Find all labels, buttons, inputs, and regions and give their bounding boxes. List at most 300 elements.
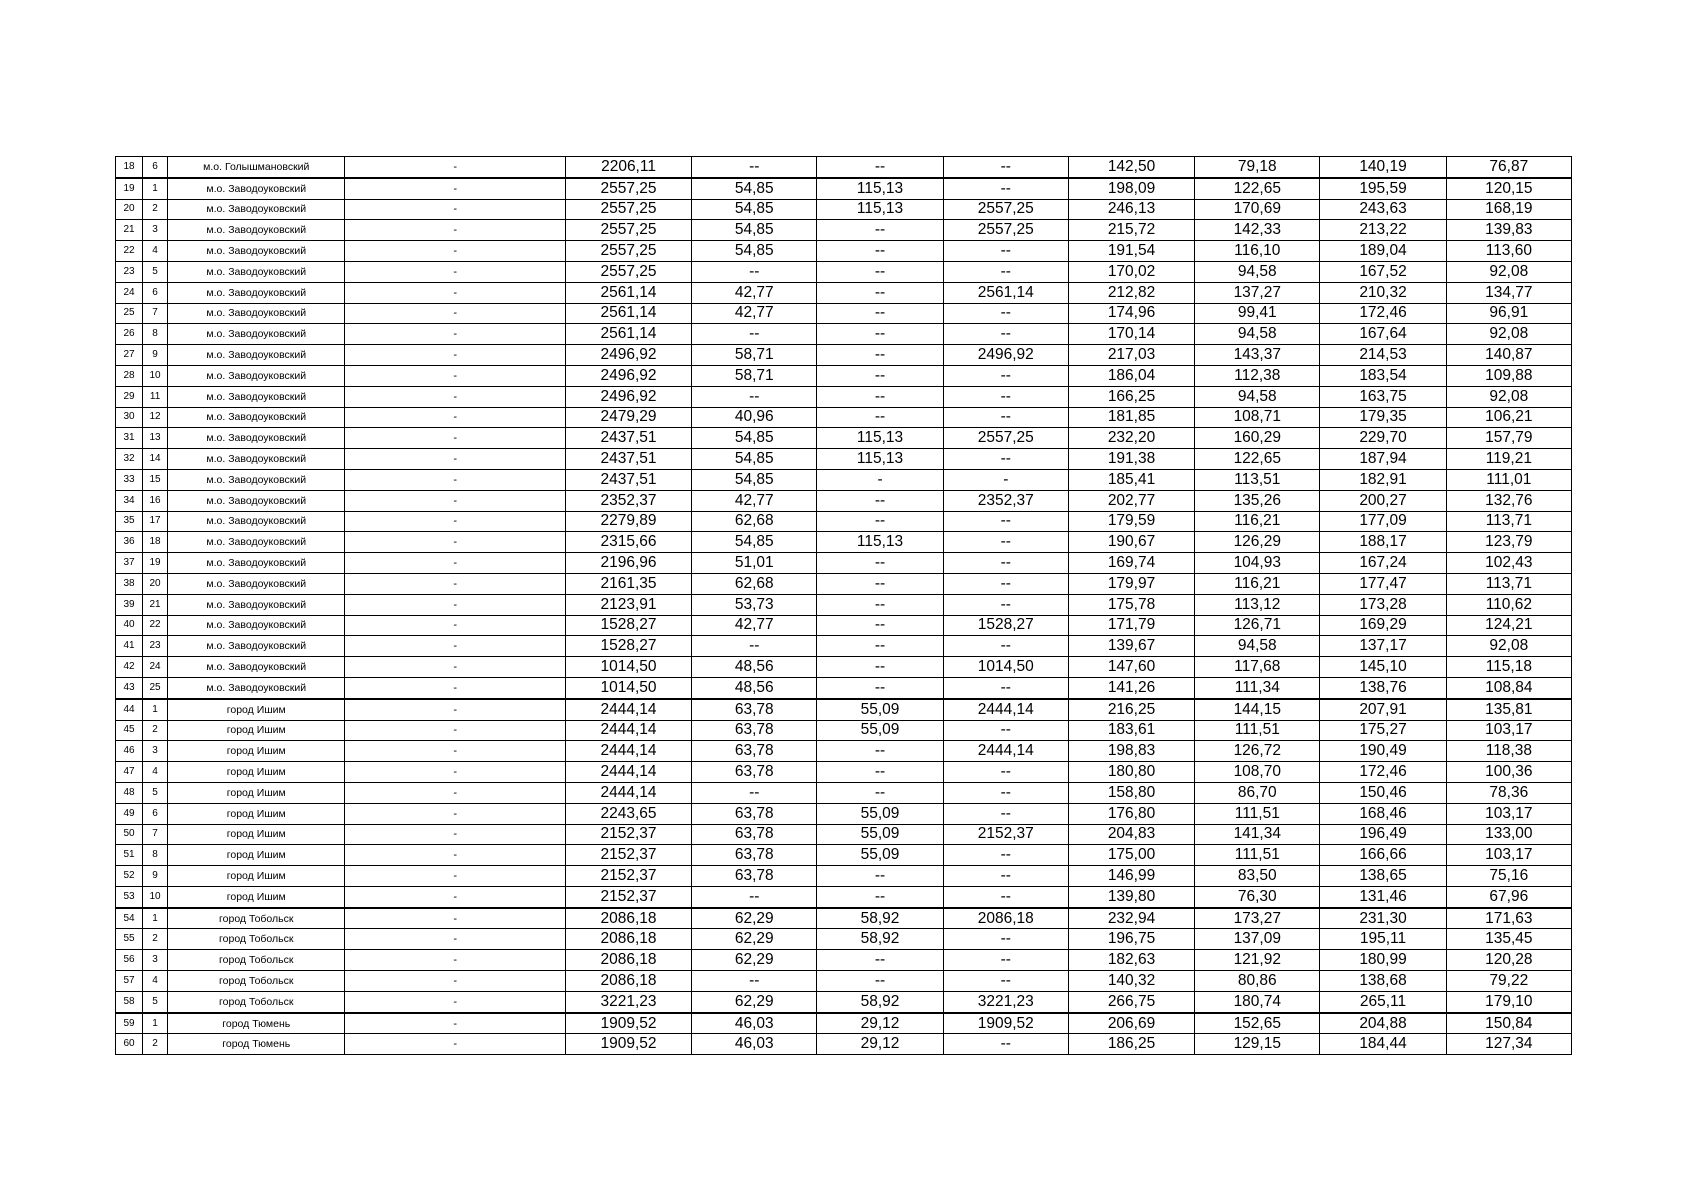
cell-col-12: 111,01 [1446,469,1571,490]
cell-row-number: 57 [116,971,143,992]
cell-col-7: 29,12 [817,1034,943,1055]
cell-col-10: 113,12 [1195,594,1320,615]
cell-col-9: 198,83 [1068,741,1194,762]
cell-col-11: 231,30 [1320,908,1446,929]
cell-col-12: 150,84 [1446,1013,1571,1034]
table-row [116,573,1572,594]
cell-col-7: -- [817,636,943,657]
cell-col-10: 170,69 [1195,199,1320,220]
cell-col-9: 183,61 [1068,720,1194,741]
cell-col-12: 92,08 [1446,386,1571,407]
cell-col-8: 3221,23 [943,991,1068,1012]
cell-col-5: 2557,25 [565,241,691,262]
cell-col-10: 126,71 [1195,615,1320,636]
cell-category: - [345,594,565,615]
table-row [116,220,1572,241]
cell-col-10: 126,72 [1195,741,1320,762]
cell-col-7: -- [817,490,943,511]
cell-col-12: 96,91 [1446,303,1571,324]
cell-col-10: 113,51 [1195,469,1320,490]
cell-col-9: 179,97 [1068,573,1194,594]
cell-col-7: -- [817,950,943,971]
cell-col-11: 177,47 [1320,573,1446,594]
cell-col-10: 129,15 [1195,1034,1320,1055]
cell-col-8: 1909,52 [943,1013,1068,1034]
cell-col-8: 2352,37 [943,490,1068,511]
cell-col-8: -- [943,1034,1068,1055]
cell-col-10: 86,70 [1195,782,1320,803]
cell-col-8: -- [943,553,1068,574]
cell-col-12: 103,17 [1446,845,1571,866]
cell-sub-number: 5 [143,261,168,282]
cell-sub-number: 2 [143,199,168,220]
cell-category: - [345,677,565,698]
cell-col-10: 94,58 [1195,324,1320,345]
cell-col-8: -- [943,261,1068,282]
cell-category: - [345,741,565,762]
cell-col-12: 140,87 [1446,345,1571,366]
cell-col-9: 216,25 [1068,699,1194,720]
cell-col-7: 115,13 [817,449,943,470]
cell-category: - [345,886,565,907]
cell-col-9: 206,69 [1068,1013,1194,1034]
table-row [116,929,1572,950]
cell-municipality: м.о. Заводоуковский [168,282,345,303]
table-row [116,741,1572,762]
cell-sub-number: 25 [143,677,168,698]
table-row [116,490,1572,511]
cell-col-10: 112,38 [1195,365,1320,386]
cell-municipality: город Тобольск [168,950,345,971]
cell-category: - [345,699,565,720]
cell-col-6: 40,96 [692,407,817,428]
cell-row-number: 56 [116,950,143,971]
table-row [116,950,1572,971]
cell-col-11: 180,99 [1320,950,1446,971]
cell-col-5: 2444,14 [565,741,691,762]
cell-col-5: 2496,92 [565,345,691,366]
cell-municipality: город Ишим [168,866,345,887]
cell-municipality: город Тобольск [168,971,345,992]
cell-sub-number: 1 [143,699,168,720]
cell-municipality: м.о. Заводоуковский [168,220,345,241]
cell-municipality: город Тобольск [168,929,345,950]
cell-col-6: 63,78 [692,720,817,741]
cell-col-12: 113,71 [1446,573,1571,594]
cell-col-8: -- [943,386,1068,407]
cell-col-11: 179,35 [1320,407,1446,428]
cell-municipality: город Ишим [168,741,345,762]
cell-col-7: -- [817,657,943,678]
table-row [116,1034,1572,1055]
cell-category: - [345,908,565,929]
cell-col-5: 3221,23 [565,991,691,1012]
cell-row-number: 39 [116,594,143,615]
table-row [116,886,1572,907]
cell-col-6: 42,77 [692,615,817,636]
cell-col-7: -- [817,365,943,386]
cell-col-6: 54,85 [692,178,817,199]
cell-col-8: -- [943,157,1068,178]
cell-col-11: 207,91 [1320,699,1446,720]
cell-col-12: 135,45 [1446,929,1571,950]
cell-col-6: 62,29 [692,991,817,1012]
cell-municipality: м.о. Заводоуковский [168,241,345,262]
cell-col-5: 1909,52 [565,1034,691,1055]
cell-col-12: 78,36 [1446,782,1571,803]
cell-col-10: 143,37 [1195,345,1320,366]
cell-col-6: 62,29 [692,950,817,971]
cell-col-12: 134,77 [1446,282,1571,303]
cell-municipality: м.о. Заводоуковский [168,657,345,678]
cell-row-number: 53 [116,886,143,907]
cell-col-8: - [943,469,1068,490]
cell-sub-number: 22 [143,615,168,636]
cell-col-8: -- [943,365,1068,386]
table-row [116,677,1572,698]
cell-category: - [345,950,565,971]
cell-col-8: 2557,25 [943,428,1068,449]
cell-row-number: 48 [116,782,143,803]
cell-col-11: 166,66 [1320,845,1446,866]
cell-col-9: 215,72 [1068,220,1194,241]
cell-row-number: 26 [116,324,143,345]
cell-col-7: - [817,469,943,490]
cell-col-8: -- [943,303,1068,324]
table-row [116,1013,1572,1034]
cell-col-6: 54,85 [692,428,817,449]
cell-col-8: -- [943,929,1068,950]
cell-col-10: 152,65 [1195,1013,1320,1034]
cell-row-number: 59 [116,1013,143,1034]
table-row [116,428,1572,449]
cell-col-5: 2152,37 [565,886,691,907]
cell-col-8: -- [943,845,1068,866]
cell-col-12: 92,08 [1446,324,1571,345]
cell-municipality: город Тобольск [168,991,345,1012]
cell-sub-number: 9 [143,345,168,366]
cell-col-11: 172,46 [1320,303,1446,324]
cell-category: - [345,178,565,199]
cell-category: - [345,241,565,262]
cell-col-5: 2437,51 [565,469,691,490]
cell-category: - [345,261,565,282]
cell-row-number: 24 [116,282,143,303]
cell-category: - [345,803,565,824]
cell-category: - [345,303,565,324]
table-row [116,241,1572,262]
cell-col-11: 137,17 [1320,636,1446,657]
cell-col-10: 94,58 [1195,636,1320,657]
cell-col-8: -- [943,866,1068,887]
cell-col-11: 172,46 [1320,762,1446,783]
cell-municipality: город Ишим [168,762,345,783]
cell-category: - [345,929,565,950]
cell-row-number: 29 [116,386,143,407]
cell-col-6: 51,01 [692,553,817,574]
cell-col-8: -- [943,782,1068,803]
table-row [116,282,1572,303]
cell-row-number: 60 [116,1034,143,1055]
cell-sub-number: 3 [143,220,168,241]
cell-category: - [345,449,565,470]
cell-col-7: 115,13 [817,178,943,199]
cell-col-11: 150,46 [1320,782,1446,803]
cell-sub-number: 9 [143,866,168,887]
cell-sub-number: 6 [143,157,168,178]
cell-col-8: -- [943,720,1068,741]
cell-col-6: -- [692,886,817,907]
cell-col-9: 196,75 [1068,929,1194,950]
cell-row-number: 46 [116,741,143,762]
cell-row-number: 31 [116,428,143,449]
cell-col-9: 171,79 [1068,615,1194,636]
cell-row-number: 22 [116,241,143,262]
cell-col-8: -- [943,573,1068,594]
cell-col-6: 42,77 [692,282,817,303]
cell-col-6: 54,85 [692,469,817,490]
cell-col-9: 190,67 [1068,532,1194,553]
cell-row-number: 38 [116,573,143,594]
cell-col-6: 54,85 [692,199,817,220]
cell-col-7: -- [817,261,943,282]
cell-col-9: 169,74 [1068,553,1194,574]
cell-category: - [345,1034,565,1055]
cell-sub-number: 10 [143,365,168,386]
cell-category: - [345,324,565,345]
cell-col-5: 2561,14 [565,303,691,324]
cell-row-number: 27 [116,345,143,366]
cell-col-5: 2557,25 [565,199,691,220]
cell-row-number: 43 [116,677,143,698]
cell-col-11: 140,19 [1320,157,1446,178]
cell-col-11: 169,29 [1320,615,1446,636]
cell-category: - [345,407,565,428]
cell-col-8: 1014,50 [943,657,1068,678]
cell-col-8: -- [943,677,1068,698]
table-row [116,324,1572,345]
cell-sub-number: 17 [143,511,168,532]
cell-col-11: 183,54 [1320,365,1446,386]
table-row [116,345,1572,366]
cell-col-12: 106,21 [1446,407,1571,428]
table-row [116,803,1572,824]
cell-col-10: 160,29 [1195,428,1320,449]
cell-col-6: 54,85 [692,449,817,470]
cell-col-9: 232,94 [1068,908,1194,929]
cell-municipality: м.о. Заводоуковский [168,261,345,282]
cell-col-6: -- [692,782,817,803]
cell-col-7: 115,13 [817,199,943,220]
cell-col-6: 46,03 [692,1034,817,1055]
cell-col-5: 2444,14 [565,720,691,741]
cell-category: - [345,511,565,532]
cell-sub-number: 24 [143,657,168,678]
cell-sub-number: 4 [143,971,168,992]
cell-col-12: 113,60 [1446,241,1571,262]
cell-col-12: 171,63 [1446,908,1571,929]
cell-category: - [345,762,565,783]
table-row [116,824,1572,845]
cell-col-7: 58,92 [817,991,943,1012]
cell-col-12: 108,84 [1446,677,1571,698]
cell-category: - [345,782,565,803]
cell-category: - [345,636,565,657]
cell-col-5: 2352,37 [565,490,691,511]
cell-municipality: м.о. Заводоуковский [168,677,345,698]
cell-col-5: 2444,14 [565,782,691,803]
table-row [116,762,1572,783]
cell-col-11: 145,10 [1320,657,1446,678]
cell-col-8: -- [943,449,1068,470]
cell-col-7: -- [817,324,943,345]
cell-col-11: 167,52 [1320,261,1446,282]
cell-col-7: -- [817,241,943,262]
cell-col-10: 121,92 [1195,950,1320,971]
cell-col-5: 2557,25 [565,178,691,199]
table-row [116,782,1572,803]
cell-category: - [345,345,565,366]
cell-col-12: 103,17 [1446,720,1571,741]
cell-col-10: 94,58 [1195,261,1320,282]
cell-col-10: 94,58 [1195,386,1320,407]
cell-col-8: -- [943,407,1068,428]
cell-category: - [345,1013,565,1034]
cell-col-7: 115,13 [817,428,943,449]
cell-col-5: 2444,14 [565,699,691,720]
cell-row-number: 32 [116,449,143,470]
cell-col-12: 103,17 [1446,803,1571,824]
cell-col-12: 120,28 [1446,950,1571,971]
cell-col-10: 137,27 [1195,282,1320,303]
cell-sub-number: 23 [143,636,168,657]
cell-row-number: 40 [116,615,143,636]
cell-col-5: 2161,35 [565,573,691,594]
cell-row-number: 30 [116,407,143,428]
cell-col-9: 246,13 [1068,199,1194,220]
cell-col-11: 204,88 [1320,1013,1446,1034]
cell-col-11: 243,63 [1320,199,1446,220]
cell-municipality: город Ишим [168,824,345,845]
cell-col-7: -- [817,741,943,762]
cell-col-7: -- [817,345,943,366]
cell-sub-number: 6 [143,803,168,824]
cell-col-10: 117,68 [1195,657,1320,678]
cell-category: - [345,866,565,887]
cell-col-9: 232,20 [1068,428,1194,449]
cell-col-10: 111,34 [1195,677,1320,698]
cell-col-9: 217,03 [1068,345,1194,366]
cell-col-6: 46,03 [692,1013,817,1034]
table-row [116,532,1572,553]
cell-col-8: 2561,14 [943,282,1068,303]
table-row [116,365,1572,386]
cell-col-8: -- [943,241,1068,262]
cell-row-number: 52 [116,866,143,887]
cell-col-12: 120,15 [1446,178,1571,199]
cell-sub-number: 3 [143,950,168,971]
table-row [116,178,1572,199]
cell-municipality: м.о. Заводоуковский [168,303,345,324]
cell-col-9: 182,63 [1068,950,1194,971]
cell-col-9: 266,75 [1068,991,1194,1012]
cell-col-10: 76,30 [1195,886,1320,907]
table-row [116,991,1572,1012]
cell-col-7: -- [817,866,943,887]
cell-col-8: -- [943,594,1068,615]
table-row [116,469,1572,490]
cell-col-5: 2152,37 [565,866,691,887]
cell-col-12: 124,21 [1446,615,1571,636]
cell-col-8: -- [943,532,1068,553]
table-row [116,386,1572,407]
cell-col-9: 175,00 [1068,845,1194,866]
cell-col-11: 187,94 [1320,449,1446,470]
cell-col-9: 180,80 [1068,762,1194,783]
cell-col-8: -- [943,971,1068,992]
cell-col-9: 176,80 [1068,803,1194,824]
cell-col-10: 135,26 [1195,490,1320,511]
cell-col-9: 212,82 [1068,282,1194,303]
cell-col-6: 48,56 [692,657,817,678]
table-row [116,511,1572,532]
cell-sub-number: 1 [143,1013,168,1034]
cell-sub-number: 21 [143,594,168,615]
table-row [116,615,1572,636]
table-row [116,449,1572,470]
cell-category: - [345,991,565,1012]
cell-sub-number: 2 [143,929,168,950]
cell-municipality: м.о. Голышмановский [168,157,345,178]
cell-municipality: м.о. Заводоуковский [168,199,345,220]
cell-col-12: 67,96 [1446,886,1571,907]
cell-col-10: 173,27 [1195,908,1320,929]
cell-municipality: м.о. Заводоуковский [168,532,345,553]
cell-sub-number: 15 [143,469,168,490]
cell-sub-number: 2 [143,1034,168,1055]
cell-category: - [345,490,565,511]
cell-col-5: 2152,37 [565,824,691,845]
cell-sub-number: 14 [143,449,168,470]
cell-col-11: 195,59 [1320,178,1446,199]
cell-col-8: -- [943,803,1068,824]
cell-col-6: -- [692,636,817,657]
cell-col-6: 62,68 [692,511,817,532]
cell-municipality: м.о. Заводоуковский [168,178,345,199]
cell-row-number: 55 [116,929,143,950]
cell-col-5: 1909,52 [565,1013,691,1034]
cell-col-12: 119,21 [1446,449,1571,470]
cell-col-11: 188,17 [1320,532,1446,553]
cell-municipality: м.о. Заводоуковский [168,553,345,574]
cell-col-5: 2561,14 [565,324,691,345]
cell-col-6: 58,71 [692,365,817,386]
cell-col-9: 141,26 [1068,677,1194,698]
cell-col-8: -- [943,511,1068,532]
cell-category: - [345,220,565,241]
cell-col-7: -- [817,677,943,698]
cell-municipality: м.о. Заводоуковский [168,365,345,386]
cell-col-9: 204,83 [1068,824,1194,845]
cell-col-7: 58,92 [817,908,943,929]
cell-municipality: м.о. Заводоуковский [168,428,345,449]
cell-municipality: м.о. Заводоуковский [168,449,345,470]
cell-col-9: 158,80 [1068,782,1194,803]
cell-col-10: 83,50 [1195,866,1320,887]
cell-col-11: 167,24 [1320,553,1446,574]
cell-col-5: 2196,96 [565,553,691,574]
cell-municipality: м.о. Заводоуковский [168,615,345,636]
